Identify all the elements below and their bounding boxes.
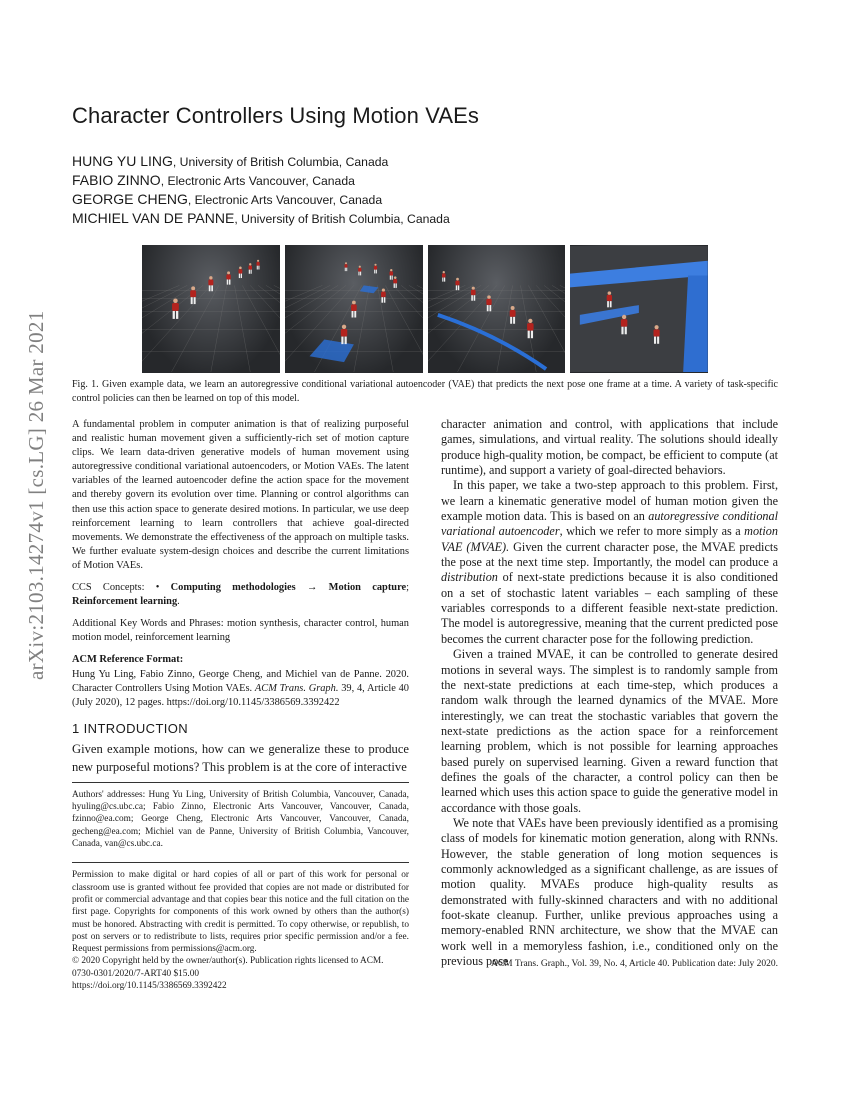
paragraph: Given a trained MVAE, it can be controlled to generate desired motions in several ways. The simplest is to randomly sample from the next-state predictions at each time-step, which produces a random walk through the learned dynamics of the MVAE. More interestingly, we can treat the stochastic variables that govern the next-state predictions as the action space for a reinforcement learning problem, which is not possible for learning approaches based purely on supervised learning. Given a reward function that defines the goals of the character, a control policy can then be learned which uses this action space to guide the generative model in accordance with those goals. <box>441 647 778 815</box>
character-body <box>226 274 230 279</box>
character-head <box>249 263 251 265</box>
character-body <box>381 292 386 298</box>
author-affiliation: , Electronic Arts Vancouver, Canada <box>187 193 383 207</box>
character-head <box>257 260 259 262</box>
page-footer: ACM Trans. Graph., Vol. 39, No. 4, Article 40. Publication date: July 2020. <box>490 959 778 969</box>
character-head <box>608 291 612 295</box>
character-head <box>382 289 385 292</box>
character-body <box>358 268 361 272</box>
author-name: FABIO ZINNO <box>72 172 161 188</box>
reference-heading: ACM Reference Format: <box>72 654 184 666</box>
target-marker <box>360 285 379 293</box>
author-name: GEORGE CHENG <box>72 191 188 207</box>
character-head <box>358 266 360 268</box>
character-body <box>393 279 397 283</box>
divider <box>72 782 409 783</box>
author-affiliation: , University of British Columbia, Canada <box>172 155 389 169</box>
arxiv-stamp: arXiv:2103.14274v1 [cs.LG] 26 Mar 2021 <box>24 310 48 680</box>
character-head <box>352 301 356 305</box>
character-body <box>208 280 213 286</box>
copyright: © 2020 Copyright held by the owner/author(s). Publication rights licensed to ACM. <box>72 956 384 967</box>
keywords: Additional Key Words and Phrases: motion synthesis, character control, human motion model, reinforcement learning <box>72 618 409 644</box>
ccs-concepts: CCS Concepts: • Computing methodologies → Motion capture; Reinforcement learning. <box>72 582 409 608</box>
permission-notice: Permission to make digital or hard copies of all or part of this work for personal or classroom use is granted without fee provided that copies are not made or distributed for profit or commercial advantage and that copies bear this notice and the full citation on the first page. Copyrights for components of this work owned by others than the author(s) must be honored. Abstracting with credit is permitted. To copy otherwise, or republish, to post on servers or to redistribute to lists, requires prior specific permission and/or a fee. Request permissions from permissions@acm.org. <box>72 870 409 955</box>
character-head <box>390 269 392 271</box>
paragraph: character animation and control, with applications that include games, simulations, and virtual reality. The solutions should ideally produce high-quality motion, be compact, be efficient to compute (at runtime), and support a variety of goal-directed behaviors. <box>441 417 778 478</box>
author-line <box>72 191 382 207</box>
author-line <box>72 210 450 226</box>
character-body <box>374 266 377 270</box>
abstract: A fundamental problem in computer animation is that of realizing purposeful and realistic human movement given a sufficiently-rich set of motion capture clips. We learn data-driven generative models of human movement using autoregressive conditional variational autoencoders, or Motion VAEs. The latent variables of the learned autoencoder define the action space for the movement and thereby govern its evolution over time. Planning or control algorithms can then use this action space to generate desired motions. In particular, we use deep reinforcement learning to learn controllers that achieve goal-directed movements. We demonstrate the effectiveness of the approach on multiple tasks. We further evaluate system-design choices and describe the current limitations of Motion VAEs. <box>72 419 409 571</box>
figure-1 <box>142 245 708 373</box>
character-head <box>239 267 242 270</box>
character-body <box>607 295 612 301</box>
character-head <box>345 262 347 264</box>
target-marker <box>309 340 353 363</box>
character-head <box>209 276 212 279</box>
paragraph: In this paper, we take a two-step approach to this problem. First, we learn a kinematic generative model of human motion given the example motion data. This is based on an autoregressive conditional variational autoencoder, which we refer to more simply as a motion VAE (MVAE). Given the current character pose, the MVAE predicts the pose at the next time step. Importantly, the model can produce a distribution of next-state predictions because it is also conditioned on a set of stochastic latent variables – each sampling of these variables corresponds to a different feasible next-state prediction. The model is autoregressive, meaning that the current predicted pose becomes the current character pose for the following prediction. <box>441 478 778 646</box>
character-head <box>456 278 459 281</box>
figure-caption: Fig. 1. Given example data, we learn an autoregressive conditional variational autoencoder (VAE) that predicts the next pose one frame at a time. A variety of task-specific control policies can then be learned on top of this model. <box>72 379 778 404</box>
character-body <box>509 310 515 317</box>
paragraph: We note that VAEs have been previously identified as a promising class of models for kinematic motion generation, along with RNNs. However, the stable generation of long motion sequences is commonly acknowledged as a significant challenge, as are issues of motion quality. MVAEs produce high-quality results as demonstrated with fully-skinned characters and with no additional foot-skate cleanup. Further, unlike previous approaches using a memory-enabled RNN architecture, we show that the MVAE can work well in a memoryless fashion, i.e., conditioned only on the previous pose <box>441 815 778 969</box>
issn: 0730-0301/2020/7-ART40 $15.00 <box>72 968 200 979</box>
character-head <box>471 287 474 290</box>
character-body <box>527 323 533 331</box>
author-addresses: Authors' addresses: Hung Yu Ling, University of British Columbia, Vancouver, Canada, hyuling@cs.ubc.ca; Fabio Zinno, Electronic Arts Vancouver, Vancouver, Canada, fzinno@ea.com; George Cheng, Electronic Arts Vancouver, Vancouver, Canada, gecheng@ea.com; Michiel van de Panne, University of British Columbia, Vancouver, Canada, van@cs.ubc.ca. <box>72 789 409 850</box>
character-body <box>256 262 259 266</box>
figure-panel-target <box>285 245 423 373</box>
right-column <box>441 417 778 969</box>
figure-panel-maze <box>570 245 708 373</box>
character-head <box>394 276 397 279</box>
figure-panel-path-follow <box>428 245 566 373</box>
author-name: HUNG YU LING <box>72 153 173 169</box>
character-head <box>374 264 376 266</box>
character-head <box>655 325 659 329</box>
author-line <box>72 172 355 188</box>
character-head <box>622 315 626 319</box>
character-head <box>487 295 491 299</box>
character-body <box>654 329 660 336</box>
character-body <box>621 319 627 327</box>
figure-panel-random-walk <box>142 245 280 373</box>
character-head <box>173 299 178 304</box>
character-head <box>191 286 195 290</box>
character-body <box>351 304 357 311</box>
character-body <box>486 299 491 305</box>
character-body <box>190 290 196 297</box>
character-body <box>238 269 242 273</box>
character-body <box>341 329 347 337</box>
character-head <box>342 325 346 329</box>
divider <box>72 862 409 863</box>
section-heading-introduction: 1 INTRODUCTION <box>72 720 189 736</box>
character-body <box>470 290 475 296</box>
author-affiliation: , Electronic Arts Vancouver, Canada <box>160 174 355 188</box>
reference-text: Hung Yu Ling, Fabio Zinno, George Cheng, and Michiel van de Panne. 2020. Character Controllers Using Motion VAEs. ACM Trans. Graph. 39, 4, Article 40 (July 2020), 12 pages. https://doi.org/10.1145/3386569.3392422 <box>72 668 410 708</box>
character-body <box>441 273 445 277</box>
author-line <box>72 153 388 169</box>
character-body <box>248 266 252 270</box>
author-name: MICHIEL VAN DE PANNE <box>72 210 235 226</box>
doi-link[interactable]: https://doi.org/10.1145/3386569.3392422 <box>72 981 227 992</box>
character-head <box>528 319 532 323</box>
character-head <box>442 271 444 273</box>
character-head <box>510 306 514 310</box>
character-body <box>344 264 347 267</box>
character-body <box>389 271 393 275</box>
paper-title: Character Controllers Using Motion VAEs <box>72 103 479 128</box>
character-body <box>455 281 459 286</box>
intro-paragraph: Given example motions, how can we generalize these to produce new purposeful motions? This problem is at the core of interactive <box>72 741 409 774</box>
left-column <box>72 418 409 992</box>
author-affiliation: , University of British Columbia, Canada <box>234 212 450 226</box>
character-head <box>227 271 230 274</box>
path-line <box>437 315 545 369</box>
character-body <box>172 303 179 311</box>
